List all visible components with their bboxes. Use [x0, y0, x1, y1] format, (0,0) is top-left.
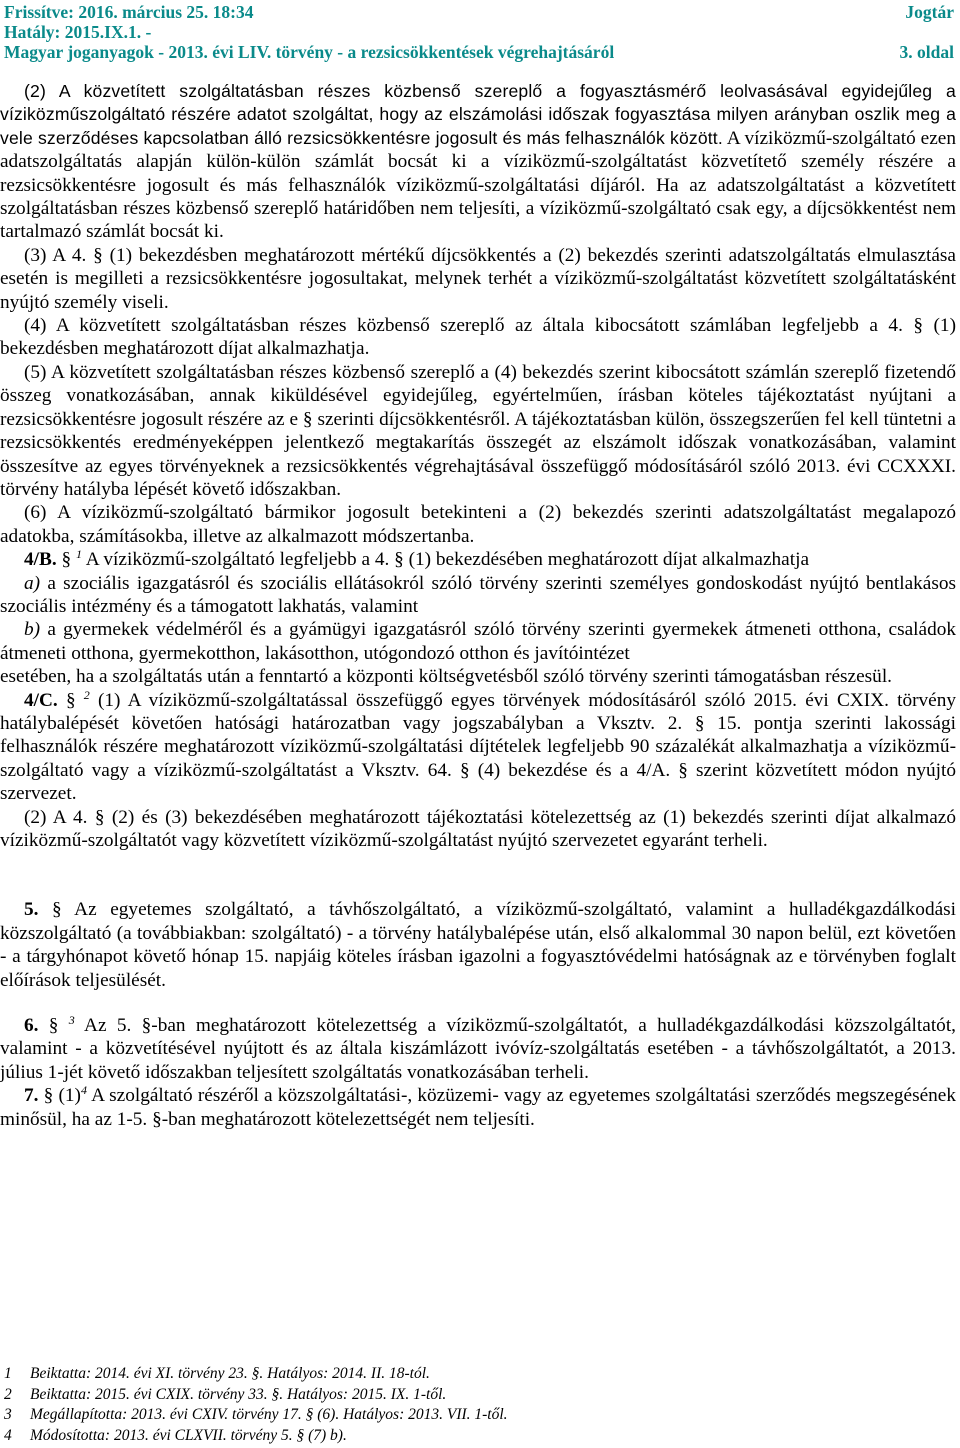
- paragraph-2-3: (3) A 4. § (1) bekezdésben meghatározott mértékű díjcsökkentés a (2) bekezdés szerinti adatszolgáltatás elmulasztása esetén is megilleti a rezsicsökkentésre jogosultakat, melynek terhét a víziközmű-szolgáltatást közvetített szolgáltatásként nyújtó személy viseli.: [0, 244, 956, 313]
- section-4c: 4/C. § $^2$ (1) A víziközmű-szolgáltatással összefüggő egyes törvények módosításáról szóló 2015. évi CXIX. törvény hatálybalépését követően hatósági határozatban vagy jogszabályban a Vksztv. 2. § 15. pontja szerinti lakossági felhasználók részére meghatározott víziközmű-szolgáltatási díjtételek legfeljebb 90 százalékát alkalmazhatja a víziközmű-szolgáltató vagy a víziközmű-szolgáltatást a Vksztv. 64. § (4) bekezdése és a 4/A. § szerint közvetített módon nyújtó szervezet.: [0, 687, 956, 805]
- section-label: 5.: [24, 899, 39, 921]
- section-6: 6. § $^3$ Az 5. §-ban meghatározott kötelezettség a víziközmű-szolgáltatót, a hulladékgazdálkodási közszolgáltatót, valamint - a közvetítésével nyújtott és az általa kiszámlázott ivóvíz-szolgáltatás esetében - a távhőszolgáltatót, a 2013. július 1-jét követő időszakban teljesített szolgáltatás vonatkozásában terheli.: [0, 1013, 957, 1083]
- footnote-item: 2 Beiktatta: 2015. évi CXIX. törvény 33. §. Hatályos: 2015. IX. 1-től.: [4, 1385, 447, 1403]
- paragraph-2-2: (2) A közvetített szolgáltatásban részes közbenső szereplő a fogyasztásmérő leolvasásával egyidejűleg a víziközműszolgáltató részére adatot szolgáltat, hogy az elszámolási időszak fogyasztása milyen arányban oszlik meg a vele szerződéses kapcsolatban álló rezsicsökkentésre jogosult és más felhasználók között. A víziközmű-szolgáltató ezen adatszolgáltatás alapján külön-külön számlát bocsát ki a víziközmű-szolgáltatást közvetítető személy részére a rezsicsökkentésre jogosult és más felhasználók víziközmű-szolgáltatási díjáról. Ha az adatszolgáltatást a közvetített szolgáltatásban részes közbenső szereplő határidőben nem teljesíti, a víziközmű-szolgáltató csak egy, a díjcsökkentést nem tartalmazó számlát bocsát ki.: [0, 81, 957, 243]
- section-label: 7.: [24, 1085, 39, 1107]
- point-a: a) a szociális igazgatásról és szociális ellátásokról szóló törvény szerinti személyes gondoskodást nyújtó bentlakásos szociális intézmény és a támogatott lakhatás, valamint: [0, 572, 956, 617]
- paragraph-2-4: (4) A közvetített szolgáltatásban részes közbenső szereplő az általa kibocsátott számlában legfeljebb a 4. § (1) bekezdésben meghatározott díjat alkalmazhatja.: [0, 315, 956, 360]
- section-4b: 4/B. § $^1$ A víziközmű-szolgáltató legfeljebb a 4. § (1) bekezdésében meghatározott díjat alkalmazhatja: [24, 547, 810, 571]
- section-label: 4/B.: [24, 549, 57, 571]
- section-4b-closing: esetében, ha a szolgáltatás után a fenntartó a központi költségvetésből szóló törvény szerinti támogatásban részesül.: [0, 666, 892, 688]
- footnote-item: 3 Megállapította: 2013. évi CXIV. törvény 17. § (6). Hatályos: 2013. VII. 1-től.: [4, 1406, 508, 1423]
- footnote-ref[interactable]: 4: [80, 1083, 87, 1098]
- footnote-ref[interactable]: 1: [75, 547, 82, 562]
- page-number: 3. oldal: [899, 42, 954, 62]
- paragraph-2-6: (6) A víziközmű-szolgáltató bármikor jogosult betekinteni a (2) bekezdés szerinti adatszolgáltatást megalapozó adatokba, számításokba, illetve az alkalmazott módszertanba.: [0, 502, 956, 547]
- paragraph-2-5: (5) A közvetített szolgáltatásban részes közbenső szereplő a (4) bekezdés szerint kibocsátott számlán szereplő fizetendő összeg vonatkozásában, annak kiküldésével egyidejűleg, egyértelműen, írásban köteles tájékoztatást nyújtani a rezsicsökkentésre jogosult részére az e § szerinti díjcsökkentésről. A tájékoztatásban külön, összegszerűen fel kell tüntetni a rezsicsökkentés eredményeképpen jelentkező megtakarítás összegét az elszámolt időszak vonatkozásában, valamint összesítve az egyes törvényeknek a rezsicsökkentés végrehajtásával összefüggő módosításáról szóló 2013. évi CCXXXI. törvény hatályba lépését követő időszakban.: [0, 361, 956, 500]
- section-7: 7. § $(1)^4$ A szolgáltató részéről a közszolgáltatási-, közüzemi- vagy az egyetemes szolgáltatási szerződés megszegésének minősül, ha az 1-5. §-ban meghatározott kötelezettségét nem teljesíti.: [0, 1083, 956, 1130]
- footnote-ref[interactable]: 3: [68, 1013, 75, 1028]
- refresh-date: Frissítve: 2016. március 25. 18:34: [4, 2, 254, 22]
- section-label: 6.: [24, 1015, 39, 1037]
- footnote-item: 1 Beiktatta: 2014. évi XI. törvény 23. §. Hatályos: 2014. II. 18-tól.: [4, 1365, 430, 1382]
- document-body: [0, 80, 956, 1131]
- footnote-item: 4 Módosította: 2013. évi CLXVII. törvény 5. § (7) b).: [4, 1426, 347, 1444]
- section-label: 4/C.: [24, 689, 58, 711]
- brand-name: Jogtár: [905, 2, 954, 22]
- effective-date: Hatály: 2015.IX.1. -: [4, 22, 152, 42]
- point-b: b) a gyermekek védelméről és a gyámügyi igazgatásról szóló törvény szerinti gyermekek átmeneti otthona, családok átmeneti otthona, gyermekotthon, lakásotthon, utógondozó otthon és javítóintézet: [0, 619, 956, 664]
- footnote-ref[interactable]: 2: [83, 687, 90, 702]
- section-5: 5. § Az egyetemes szolgáltató, a távhőszolgáltató, a víziközmű-szolgáltató, valamint a hulladékgazdálkodási közszolgáltató (a továbbiakban: szolgáltató) - a törvény hatálybalépése után, első alkalommal 30 napon belül, ezt követően - a tárgyhónapot követő hónap 15. napjáig köteles írásban igazolni a fogyasztóvédelmi hatóságnak az e törvényben foglalt előírások teljesülését.: [0, 899, 956, 991]
- section-4c-2: (2) A 4. § (2) és (3) bekezdésében meghatározott tájékoztatási kötelezettség az (1) bekezdés szerinti díjat alkalmazó víziközmű-szolgáltatót vagy közvetített víziközmű-szolgáltatást nyújtó szervezetet egyaránt terheli.: [0, 806, 956, 851]
- footnotes: [0, 1364, 956, 1446]
- law-title: Magyar joganyagok - 2013. évi LIV. törvény - a rezsicsökkentések végrehajtásáról: [4, 42, 615, 62]
